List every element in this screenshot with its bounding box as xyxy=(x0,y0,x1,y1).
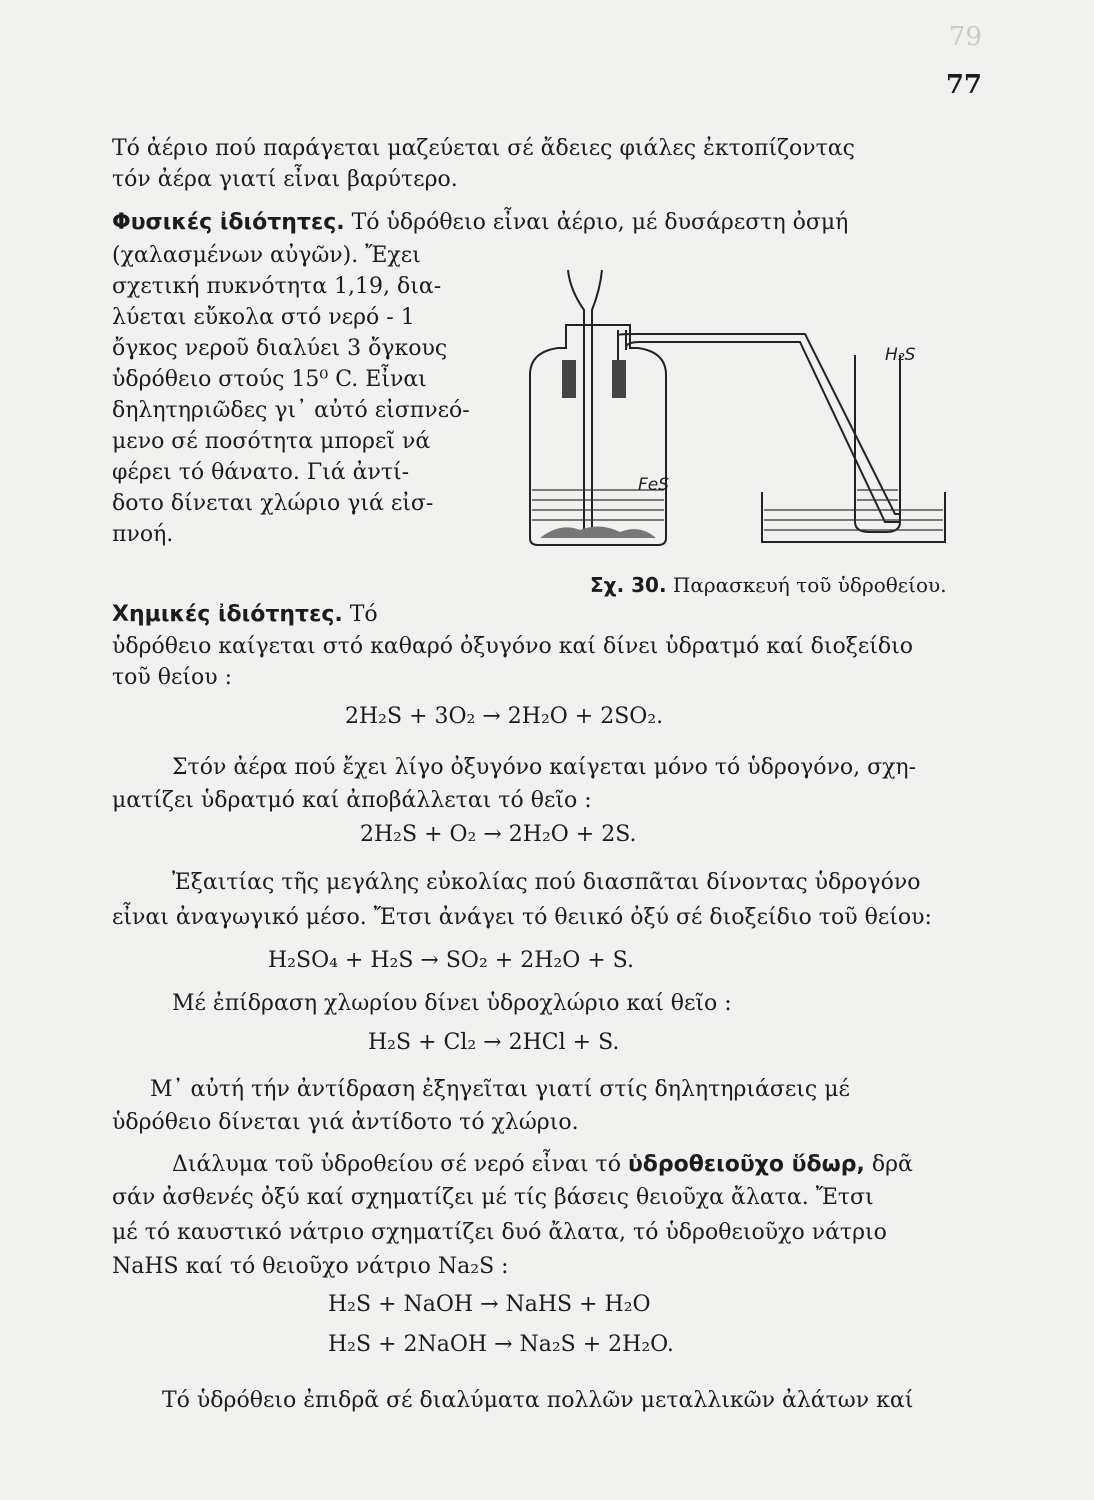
figure-caption-text: Παρασκευή τοῦ ὑδροθείου. xyxy=(666,573,947,597)
trough xyxy=(762,492,945,542)
equation-4: H₂S + Cl₂ → 2HCl + S. xyxy=(368,1030,620,1055)
physical-first-line xyxy=(112,208,848,238)
paragraph-6-line: NaHS καί τό θειοῦχο νάτριο Na₂S : xyxy=(112,1254,509,1279)
physical-line: λύεται εὔκολα στό νερό - 1 xyxy=(112,305,415,330)
physical-first-text: Τό ὑδρόθειο εἶναι ἀέριο, μέ δυσάρεστη ὀσμή xyxy=(344,210,849,235)
chemical-line: ὑδρόθειο καίγεται στό καθαρό ὀξυγόνο καί δίνει ὑδρατμό καί διοξείδιο xyxy=(112,634,913,659)
stopper xyxy=(562,360,576,398)
last-line: Τό ὑδρόθειο ἐπιδρᾶ σέ διαλύματα πολλῶν μεταλλικῶν ἀλάτων καί xyxy=(162,1388,914,1413)
physical-column xyxy=(112,240,472,550)
chemical-line: τοῦ θείου : xyxy=(112,665,233,690)
paragraph-6-line: μέ τό καυστικό νάτριο σχηματίζει δυό ἄλατα, τό ὑδροθειοῦχο νάτριο xyxy=(112,1220,887,1245)
thistle-funnel xyxy=(568,270,602,530)
paragraph-2-line-2: ματίζει ὑδρατμό καί ἀποβάλλεται τό θεῖο : xyxy=(112,788,592,813)
h2s-label: H₂S xyxy=(885,345,916,365)
paragraph-3-line-1: Ἐξαιτίας τῆς μεγάλης εὐκολίας πού διασπᾶται δίνοντας ὑδρογόνο xyxy=(172,870,921,895)
physical-line: σχετική πυκνότητα 1,19, δια- xyxy=(112,274,442,299)
paragraph-3-line-2: εἶναι ἀναγωγικό μέσο. Ἔτσι ἀνάγει τό θειικό ὀξύ σέ διοξείδιο τοῦ θείου: xyxy=(112,905,932,930)
chemical-first-text: Τό xyxy=(342,602,378,627)
equation-3: H₂SO₄ + H₂S → SO₂ + 2H₂O + S. xyxy=(268,948,634,973)
physical-line: δηλητηριῶδες γι᾽ αὐτό εἰσπνεό- xyxy=(112,398,470,423)
physical-line: πνοή. xyxy=(112,522,174,547)
figure-caption-number: Σχ. 30. xyxy=(590,573,667,597)
physical-heading: Φυσικές ἰδιότητες. xyxy=(112,210,345,235)
fes-lumps xyxy=(540,526,656,538)
figure-caption xyxy=(590,573,947,597)
h2s-apparatus-figure xyxy=(500,260,960,570)
stopper xyxy=(612,360,626,398)
hydrogen-sulfide-water-term: ὑδροθειοῦχο ὕδωρ, xyxy=(627,1152,865,1177)
bleed-through-page-number: 79 xyxy=(948,22,982,52)
flask-outline xyxy=(530,325,666,545)
physical-line: ὄγκος νεροῦ διαλύει 3 ὄγκους xyxy=(112,336,448,361)
intro-line-2: τόν ἀέρα γιατί εἶναι βαρύτερο. xyxy=(112,167,458,192)
paragraph-6-start: Διάλυμα τοῦ ὑδροθείου σέ νερό εἶναι τό xyxy=(172,1152,628,1177)
paragraph-6-line-1 xyxy=(172,1150,913,1180)
physical-line: ὑδρόθειο στούς 15⁰ C. Εἶναι xyxy=(112,367,427,392)
paragraph-2-line-1: Στόν ἀέρα πού ἔχει λίγο ὀξυγόνο καίγεται μόνο τό ὑδρογόνο, σχη- xyxy=(172,755,917,780)
equation-2: 2H₂S + O₂ → 2H₂O + 2S. xyxy=(360,822,637,847)
physical-line: (χαλασμένων αὐγῶν). Ἔχει xyxy=(112,243,421,268)
equation-6: H₂S + 2NaOH → Na₂S + 2H₂O. xyxy=(328,1332,674,1357)
paragraph-5-line-1: Μ᾽ αὐτή τήν ἀντίδραση ἐξηγεῖται γιατί στίς δηλητηριάσεις μέ xyxy=(150,1077,850,1102)
equation-1: 2H₂S + 3O₂ → 2H₂O + 2SO₂. xyxy=(345,704,664,729)
intro-line-1: Τό ἀέριο πού παράγεται μαζεύεται σέ ἄδειες φιάλες ἐκτοπίζοντας xyxy=(112,136,855,161)
paragraph-6-line: σάν ἀσθενές ὀξύ καί σχηματίζει μέ τίς βάσεις θειοῦχα ἄλατα. Ἔτσι xyxy=(112,1185,874,1210)
chemical-heading: Χημικές ἰδιότητες. xyxy=(112,602,343,627)
paragraph-4: Μέ ἐπίδραση χλωρίου δίνει ὑδροχλώριο καί θεῖο : xyxy=(172,991,732,1016)
physical-line: δοτο δίνεται χλώριο γιά εἰσ- xyxy=(112,491,434,516)
paragraph-6-end: δρᾶ xyxy=(864,1152,913,1177)
physical-line: μενο σέ ποσότητα μπορεῖ νά xyxy=(112,429,431,454)
equation-5: H₂S + NaOH → NaHS + H₂O xyxy=(328,1292,651,1317)
paragraph-5-line-2: ὑδρόθειο δίνεται γιά ἀντίδοτο τό χλώριο. xyxy=(112,1110,579,1135)
chemical-first-line xyxy=(112,600,378,630)
fes-label: FeS xyxy=(638,475,670,495)
page-number: 77 xyxy=(945,70,982,100)
physical-line: φέρει τό θάνατο. Γιά ἀντί- xyxy=(112,460,410,485)
